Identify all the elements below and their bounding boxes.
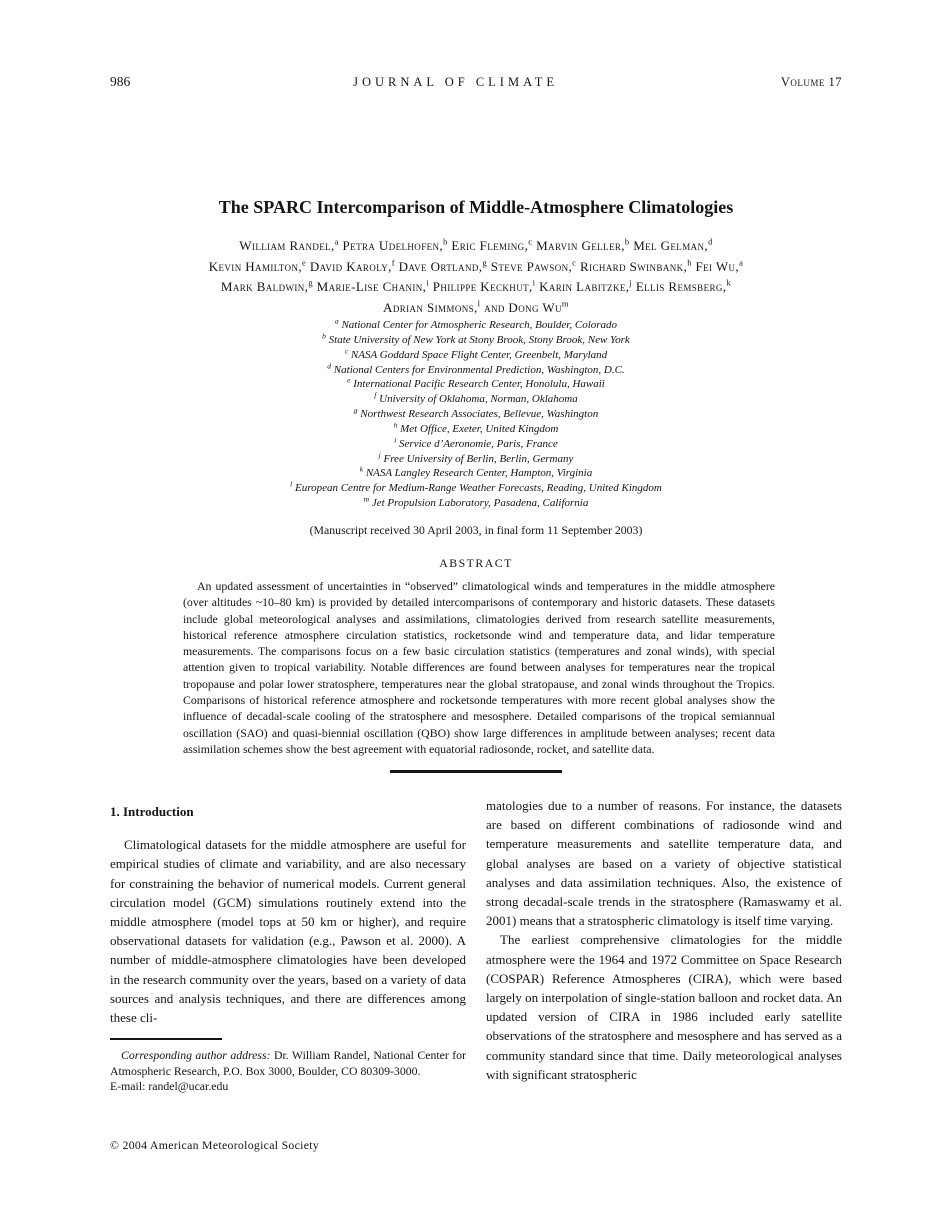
affiliation-line: [126, 360, 826, 378]
body-paragraph: The earliest comprehensive climatologies for the middle atmosphere were the 1964 and 1972 Committee on Space Research (COSPAR) Reference Atmospheres (CIRA), which were based largely on interpolation of single-station balloon and rocket data. An updated version of CIRA in 1986 included early satellite observations of the stratosphere and mesosphere and has served as a community standard since that time. Daily meteorological analyses with significant stratospheric: [486, 932, 842, 1082]
manuscript-note: (Manuscript received 30 April 2003, in final form 11 September 2003): [309, 523, 643, 537]
affiliation-text: Northwest Research Associates, Bellevue, Washington: [357, 408, 599, 421]
affiliation-text: Service d’Aeronomie, Paris, France: [396, 437, 558, 450]
affiliation-text: Jet Propulsion Laboratory, Pasadena, California: [369, 497, 589, 510]
affiliation-line: [126, 466, 826, 481]
affiliation-line: [126, 348, 826, 363]
author-name: and Dong Wu: [480, 299, 562, 315]
affiliation-line: [126, 392, 826, 407]
author-affiliation-ref: f: [391, 257, 395, 268]
author-name: Fei Wu,: [691, 258, 740, 274]
author-name: Dave Ortland,: [394, 258, 483, 274]
author-lines: [76, 236, 876, 318]
affiliation-letter: h: [393, 420, 398, 430]
author-name: Mark Baldwin,: [220, 279, 309, 294]
author-name: William Randel,: [239, 238, 335, 253]
author-affiliation-ref: b: [443, 236, 448, 247]
author-name: Petra Udelhofen,: [338, 238, 444, 253]
author-name: Marvin Geller,: [532, 238, 625, 253]
affiliation-text: NASA Goddard Space Flight Center, Greenbelt, Maryland: [348, 348, 608, 361]
author-affiliation-ref: h: [687, 257, 692, 268]
affiliation-line: [126, 318, 826, 333]
author-name: Richard Swinbank,: [576, 258, 688, 274]
affiliation-line: [126, 407, 826, 422]
author-name: Kevin Hamilton,: [208, 258, 302, 274]
author-affiliation-ref: b: [624, 236, 630, 247]
author-affiliation-ref: c: [528, 236, 533, 247]
paper-title: The SPARC Intercomparison of Middle-Atmosphere Climatologies: [218, 197, 734, 217]
affiliation-letter: c: [344, 346, 349, 356]
affiliation-letter: j: [378, 449, 381, 459]
affiliation-line: [126, 377, 826, 392]
author-affiliation-ref: k: [726, 277, 732, 288]
author-line: [76, 236, 876, 257]
footnote-lead: Corresponding author address:: [121, 1048, 271, 1062]
affiliation-text: NASA Langley Research Center, Hampton, Virginia: [363, 467, 593, 480]
affiliation-line: [126, 496, 826, 511]
affiliation-line: [126, 437, 826, 452]
affiliation-list: [126, 318, 826, 511]
footnote-email: E-mail: randel@ucar.edu: [110, 1079, 229, 1094]
volume-label: Volume 17: [780, 75, 842, 89]
author-name: Philippe Keckhut,: [429, 279, 533, 294]
affiliation-line: [126, 449, 826, 467]
author-name: Eric Fleming,: [447, 238, 529, 253]
affiliation-letter: m: [363, 494, 370, 504]
author-affiliation-ref: i: [426, 277, 430, 288]
author-name: David Karoly,: [306, 258, 392, 274]
author-line: [76, 277, 876, 298]
footnote-address: Dr. William Randel, National Center for Atmospheric Research, P.O. Box 3000, Boulder, CO 80309-3000.: [110, 1048, 466, 1078]
corresponding-author-footnote: [110, 1048, 466, 1095]
journal-name: JOURNAL OF CLIMATE: [353, 75, 558, 89]
author-affiliation-ref: g: [482, 257, 488, 268]
author-name: Karin Labitzke,: [535, 279, 630, 294]
page-number: 986: [110, 74, 131, 89]
affiliation-letter: k: [359, 464, 364, 474]
author-name: Mel Gelman,: [629, 238, 709, 253]
author-affiliation-ref: l: [477, 298, 481, 309]
author-affiliation-ref: a: [334, 236, 339, 247]
affiliation-letter: a: [334, 316, 339, 326]
right-column: [486, 796, 842, 1084]
section-divider-rule: [390, 770, 562, 773]
left-column: [110, 796, 466, 1027]
author-affiliation-ref: j: [629, 277, 633, 288]
section-1-heading: 1. Introduction: [110, 804, 194, 819]
author-affiliation-ref: i: [532, 277, 536, 288]
author-affiliation-ref: d: [708, 236, 713, 247]
author-affiliation-ref: a: [739, 257, 744, 268]
affiliation-line: [126, 481, 826, 496]
body-paragraph: Climatological datasets for the middle atmosphere are useful for empirical studies of climate and variability, and are also necessary for constraining the behavior of numerical models. Current general circulation model (GCM) simulations routinely extend into the middle atmosphere (model tops at 50 km or higher), and require observational datasets for validation (e.g., Pawson et al. 2000). A number of middle-atmosphere climatologies have been developed in the research community over the years, based on a variety of data sources and analysis techniques, and there are differences among these cli-: [110, 837, 466, 1026]
affiliation-text: National Centers for Environmental Prediction, Washington, D.C.: [331, 363, 625, 376]
abstract-body: [183, 578, 775, 757]
author-affiliation-ref: c: [572, 257, 577, 268]
affiliation-text: State University of New York at Stony Brook, Stony Brook, New York: [325, 333, 630, 346]
affiliation-text: Free University of Berlin, Berlin, Germany: [380, 452, 574, 465]
abstract-heading: ABSTRACT: [439, 556, 513, 570]
affiliation-letter: l: [290, 479, 293, 489]
author-line: [76, 257, 876, 278]
footnote-text: [110, 1048, 466, 1079]
author-affiliation-ref: e: [302, 257, 307, 268]
author-name: Steve Pawson,: [487, 258, 573, 274]
affiliation-line: [126, 422, 826, 437]
author-name: Ellis Remsberg,: [632, 279, 727, 294]
affiliation-letter: g: [353, 405, 358, 415]
affiliation-line: [126, 333, 826, 348]
copyright-line: © 2004 American Meteorological Society: [110, 1138, 320, 1152]
abstract-paragraph: An updated assessment of uncertainties in “observed” climatological winds and temperatures in the middle atmosphere (over altitudes ~10–80 km) is provided by detailed intercomparisons of contemporary and historic datasets. These datasets include global meteorological analyses and assimilations, climatologies derived from research satellite measurements, historical reference atmosphere circulation statistics, rocketsonde wind and temperature data, and lidar temperature measurements. The comparisons focus on a few basic circulation statistics (temperatures and zonal winds), with special attention given to tropical variability. Notable differences are found between analyses for temperatures near the tropical tropopause and polar lower stratosphere, temperatures near the global stratopause, and zonal winds throughout the Tropics. Comparisons of historical reference atmosphere and rocketsonde temperatures with more recent global analyses show the influence of decadal-scale cooling of the stratosphere and mesosphere. Detailed comparisons of the tropical semiannual oscillation (SAO) and quasi-biennial oscillation (QBO) show large differences in amplitude between analyses; recent data assimilation schemes show the best agreement with equatorial radiosonde, rocket, and satellite data.: [183, 579, 775, 756]
author-affiliation-ref: m: [561, 298, 569, 309]
affiliation-text: International Pacific Research Center, Honolulu, Hawaii: [350, 378, 605, 391]
affiliation-letter: e: [347, 375, 351, 385]
affiliation-text: Met Office, Exeter, United Kingdom: [397, 422, 559, 435]
body-paragraph: matologies due to a number of reasons. For instance, the datasets are based on different combinations of radiosonde wind and temperature measurements and satellite temperature data, and global analyses are based on a variety of objective statistical analyses and data assimilation techniques. Also, the existence of strong decadal-scale trends in the stratosphere (Ramaswamy et al. 2001) means that a stratospheric climatology is itself time varying.: [486, 798, 842, 929]
affiliation-letter: i: [394, 435, 397, 445]
affiliation-text: University of Oklahoma, Norman, Oklahoma: [376, 393, 578, 406]
affiliation-text: National Center for Atmospheric Research, Boulder, Colorado: [338, 319, 618, 331]
footnote-rule: [110, 1038, 222, 1040]
affiliation-letter: f: [374, 390, 377, 400]
affiliation-text: European Centre for Medium-Range Weather Forecasts, Reading, United Kingdom: [292, 482, 662, 495]
author-name: Marie-Lise Chanin,: [312, 279, 427, 294]
author-line: [76, 298, 876, 319]
author-name: Adrian Simmons,: [383, 299, 478, 315]
affiliation-letter: d: [327, 360, 332, 370]
affiliation-letter: b: [322, 331, 326, 341]
author-affiliation-ref: g: [308, 277, 313, 288]
running-head: [110, 74, 842, 90]
